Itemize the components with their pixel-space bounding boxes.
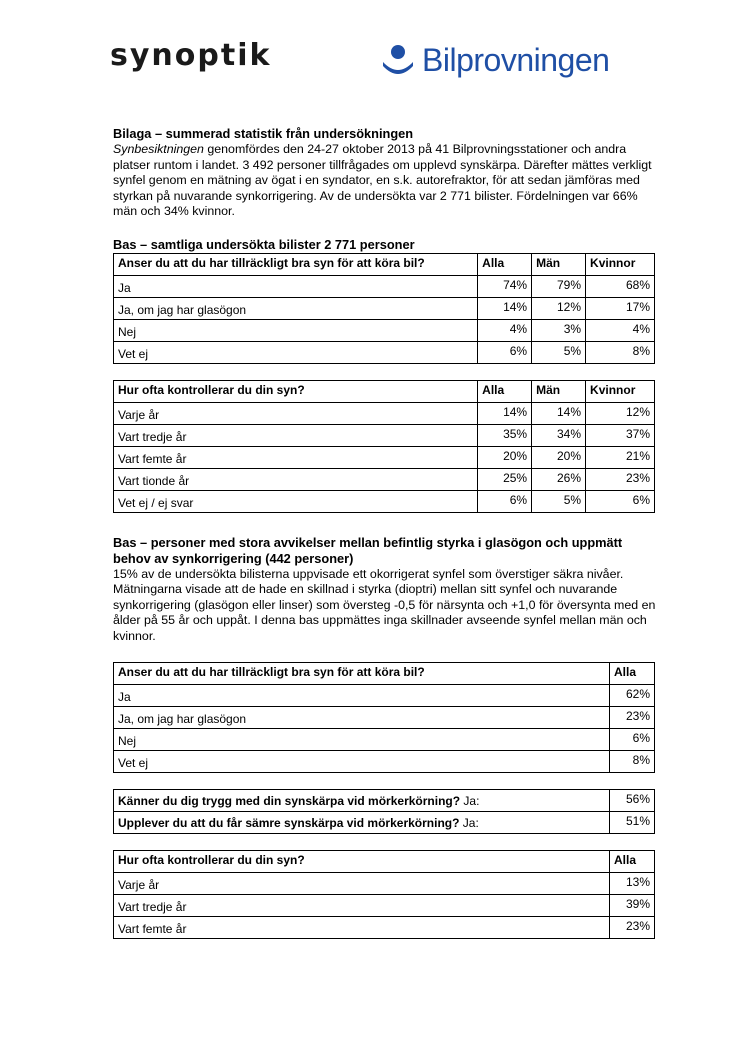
cell-value: 6% bbox=[478, 490, 532, 512]
intro-text: genomfördes den 24-27 oktober 2013 på 41 Bilprovningsstationer och andra platser runtom i landet. 3 492 personer tillfrågades om upplevd synskärpa. Därefter mättes verkligt synfel genom en mätning av ögat i en syndator, en s.k. autorefraktor, för att sedan jämföras med styrkan på nuvarande synkorrigering. Av de undersökta var 2 771 bilister. Fördelningen var 66% män och 34% kvinnor. bbox=[113, 142, 652, 218]
row-label: Ja bbox=[114, 275, 478, 297]
column-header: Anser du att du har tillräckligt bra syn för att köra bil? bbox=[114, 663, 610, 685]
cell-value: 17% bbox=[586, 297, 655, 319]
cell-value: 5% bbox=[532, 490, 586, 512]
cell-value: 8% bbox=[586, 341, 655, 363]
column-header: Alla bbox=[610, 663, 655, 685]
cell-value: 3% bbox=[532, 319, 586, 341]
bilprovningen-emblem-icon bbox=[380, 42, 416, 78]
row-label: Vet ej / ej svar bbox=[114, 490, 478, 512]
table-vision-sufficient-all bbox=[113, 253, 655, 364]
synoptik-logo: synoptik bbox=[110, 38, 272, 73]
table-row bbox=[114, 917, 655, 939]
intro-heading: Bilaga – summerad statistik från undersökningen bbox=[113, 126, 414, 141]
table-row bbox=[114, 707, 655, 729]
cell-value: 34% bbox=[532, 424, 586, 446]
column-header: Hur ofta kontrollerar du din syn? bbox=[114, 851, 610, 873]
table-row bbox=[114, 490, 655, 512]
table-row bbox=[114, 446, 655, 468]
question-text: Känner du dig trygg med din synskärpa vid mörkerkörning? bbox=[118, 794, 461, 808]
cell-value: 13% bbox=[610, 873, 655, 895]
intro-italic-term: Synbesiktningen bbox=[113, 142, 204, 156]
table-row bbox=[114, 341, 655, 363]
row-label: Ja bbox=[114, 685, 610, 707]
table-row bbox=[114, 297, 655, 319]
cell-value: 21% bbox=[586, 446, 655, 468]
table-vision-sufficient-deviation bbox=[113, 662, 655, 773]
question-cell bbox=[114, 812, 610, 834]
table-row bbox=[114, 424, 655, 446]
table-row bbox=[114, 685, 655, 707]
cell-value: 14% bbox=[532, 402, 586, 424]
cell-value: 20% bbox=[478, 446, 532, 468]
column-header: Alla bbox=[478, 380, 532, 402]
intro-paragraph bbox=[113, 142, 658, 220]
row-label: Vart femte år bbox=[114, 446, 478, 468]
row-label: Ja, om jag har glasögon bbox=[114, 707, 610, 729]
table-header-row bbox=[114, 663, 655, 685]
table-row bbox=[114, 873, 655, 895]
column-header: Män bbox=[532, 380, 586, 402]
column-header: Anser du att du har tillräckligt bra syn för att köra bil? bbox=[114, 253, 478, 275]
cell-value: 62% bbox=[610, 685, 655, 707]
cell-value: 12% bbox=[532, 297, 586, 319]
cell-value: 14% bbox=[478, 297, 532, 319]
answer-label: Ja: bbox=[459, 816, 479, 830]
section1-heading: Bas – samtliga undersökta bilister 2 771 personer bbox=[113, 236, 415, 252]
cell-value: 23% bbox=[610, 707, 655, 729]
table-row bbox=[114, 468, 655, 490]
table-check-frequency-all bbox=[113, 380, 655, 513]
table-header-row bbox=[114, 253, 655, 275]
row-label: Nej bbox=[114, 319, 478, 341]
table-header-row bbox=[114, 851, 655, 873]
row-label: Nej bbox=[114, 729, 610, 751]
table-header-row bbox=[114, 380, 655, 402]
cell-value: 26% bbox=[532, 468, 586, 490]
cell-value: 4% bbox=[478, 319, 532, 341]
cell-value: 35% bbox=[478, 424, 532, 446]
document-body bbox=[113, 126, 658, 939]
table-row bbox=[114, 319, 655, 341]
cell-value: 56% bbox=[610, 790, 655, 812]
table-row bbox=[114, 751, 655, 773]
cell-value: 68% bbox=[586, 275, 655, 297]
cell-value: 39% bbox=[610, 895, 655, 917]
cell-value: 23% bbox=[610, 917, 655, 939]
column-header: Alla bbox=[610, 851, 655, 873]
cell-value: 4% bbox=[586, 319, 655, 341]
row-label: Vart femte år bbox=[114, 917, 610, 939]
table-row bbox=[114, 812, 655, 834]
bilprovningen-wordmark: Bilprovningen bbox=[422, 41, 610, 78]
table-row bbox=[114, 895, 655, 917]
cell-value: 74% bbox=[478, 275, 532, 297]
section2-heading: Bas – personer med stora avvikelser mellan befintlig styrka i glasögon och uppmätt behov av synkorrigering (442 personer) bbox=[113, 534, 623, 566]
bilprovningen-logo bbox=[380, 40, 609, 80]
row-label: Varje år bbox=[114, 402, 478, 424]
cell-value: 25% bbox=[478, 468, 532, 490]
cell-value: 6% bbox=[586, 490, 655, 512]
answer-label: Ja: bbox=[460, 794, 480, 808]
table-row bbox=[114, 275, 655, 297]
row-label: Vet ej bbox=[114, 751, 610, 773]
table-row bbox=[114, 729, 655, 751]
table-check-frequency-deviation bbox=[113, 850, 655, 939]
cell-value: 20% bbox=[532, 446, 586, 468]
row-label: Vart tionde år bbox=[114, 468, 478, 490]
cell-value: 5% bbox=[532, 341, 586, 363]
table-row bbox=[114, 402, 655, 424]
cell-value: 14% bbox=[478, 402, 532, 424]
row-label: Ja, om jag har glasögon bbox=[114, 297, 478, 319]
column-header: Kvinnor bbox=[586, 253, 655, 275]
row-label: Vart tredje år bbox=[114, 895, 610, 917]
question-cell bbox=[114, 790, 610, 812]
cell-value: 6% bbox=[610, 729, 655, 751]
row-label: Vart tredje år bbox=[114, 424, 478, 446]
cell-value: 51% bbox=[610, 812, 655, 834]
column-header: Män bbox=[532, 253, 586, 275]
row-label: Vet ej bbox=[114, 341, 478, 363]
section2-paragraph: 15% av de undersökta bilisterna uppvisade ett okorrigerat synfel som överstiger säkra nivåer. Mätningarna visade att de hade en skillnad i styrka (dioptri) mellan sitt synfel och nuvarande synkorrigering (glasögon eller linser) som översteg -0,5 för närsynta och +1,0 för översynta med en ålder på 55 år och uppåt. I denna bas uppmättes inga skillnader avseende synfel mellan män och kvinnor. bbox=[113, 566, 656, 643]
cell-value: 6% bbox=[478, 341, 532, 363]
column-header: Alla bbox=[478, 253, 532, 275]
cell-value: 23% bbox=[586, 468, 655, 490]
cell-value: 12% bbox=[586, 402, 655, 424]
question-text: Upplever du att du får sämre synskärpa vid mörkerkörning? bbox=[118, 816, 460, 830]
column-header: Kvinnor bbox=[586, 380, 655, 402]
cell-value: 37% bbox=[586, 424, 655, 446]
cell-value: 8% bbox=[610, 751, 655, 773]
cell-value: 79% bbox=[532, 275, 586, 297]
table-row bbox=[114, 790, 655, 812]
column-header: Hur ofta kontrollerar du din syn? bbox=[114, 380, 478, 402]
table-night-driving bbox=[113, 789, 655, 834]
row-label: Varje år bbox=[114, 873, 610, 895]
